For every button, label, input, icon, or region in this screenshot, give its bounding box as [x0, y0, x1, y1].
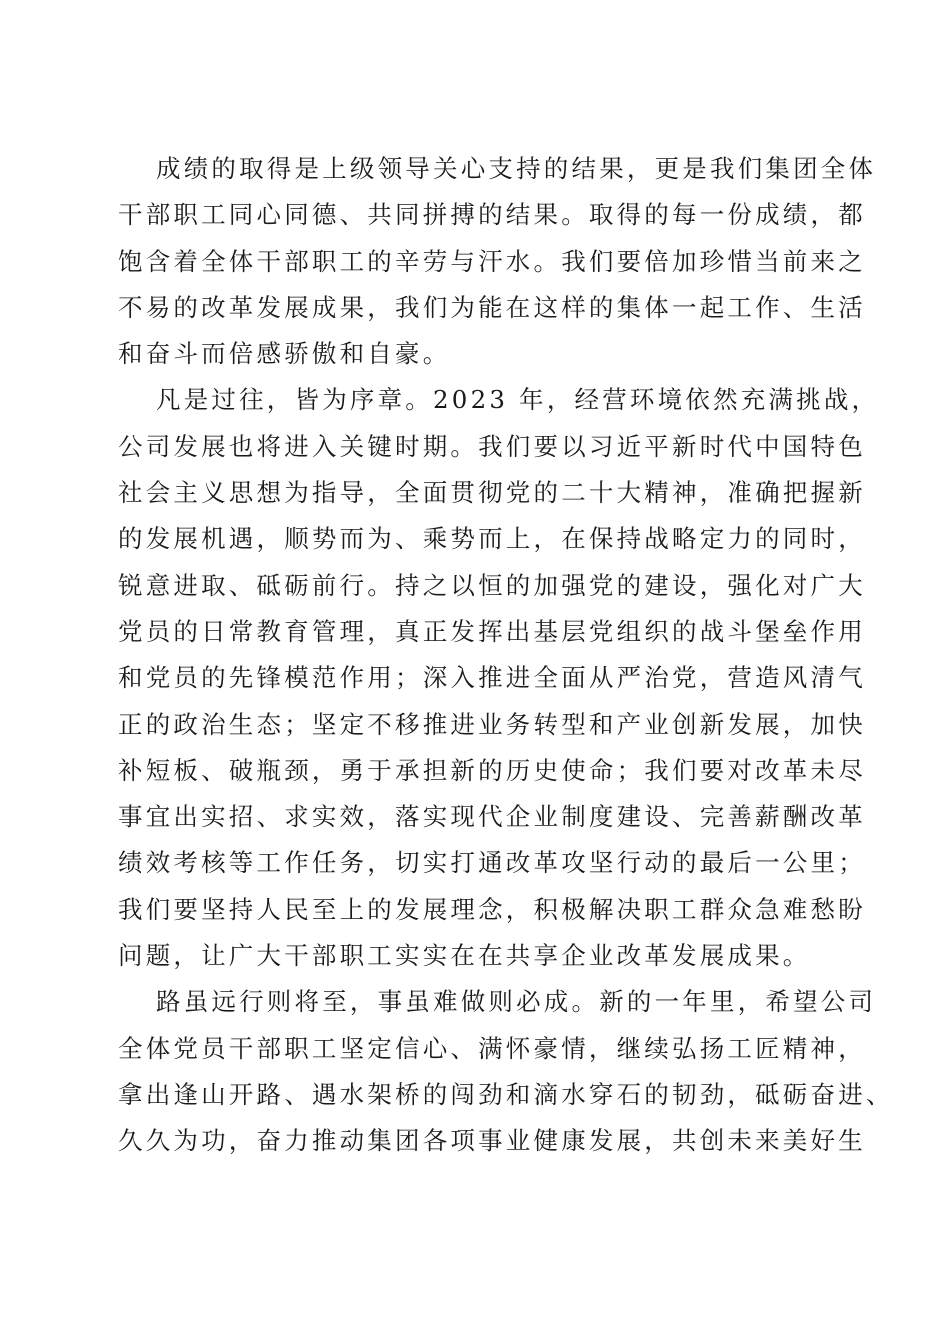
paragraph-2023-outlook [118, 377, 880, 979]
text-line: 和党员的先锋模范作用；深入推进全面从严治党，营造风清气 [118, 663, 866, 693]
text-line: 补短板、破瓶颈，勇于承担新的历史使命；我们要对改革未尽 [118, 755, 866, 785]
text-line: 饱含着全体干部职工的辛劳与汗水。我们要倍加珍惜当前来之 [118, 246, 866, 276]
text-line: 成绩的取得是上级领导关心支持的结果，更是我们集团全体 [156, 154, 877, 183]
text-line: 事宜出实招、求实效，落实现代企业制度建设、完善薪酬改革 [118, 802, 866, 832]
text-line: 社会主义思想为指导，全面贯彻党的二十大精神，准确把握新 [118, 478, 866, 508]
text-line: 久久为功，奋力推动集团各项事业健康发展，共创未来美好生 [118, 1126, 866, 1156]
text-line: 和奋斗而倍感骄傲和自豪。 [118, 339, 451, 369]
text-line: 锐意进取、砥砺前行。持之以恒的加强党的建设，强化对广大 [118, 570, 866, 600]
text-line: 拿出逢山开路、遇水架桥的闯劲和滴水穿石的韧劲，砥砺奋进、 [118, 1079, 894, 1109]
paragraph-achievements [118, 146, 877, 377]
document-body [118, 146, 894, 1165]
text-line: 问题，让广大干部职工实实在在共享企业改革发展成果。 [118, 941, 811, 971]
text-line: 干部职工同心同德、共同拼搏的结果。取得的每一份成绩，都 [118, 200, 866, 230]
text-line: 党员的日常教育管理，真正发挥出基层党组织的战斗堡垒作用 [118, 616, 866, 646]
paragraph-new-year-wishes [118, 979, 894, 1164]
text-line: 公司发展也将进入关键时期。我们要以习近平新时代中国特色 [118, 431, 866, 461]
text-line: 我们要坚持人民至上的发展理念，积极解决职工群众急难愁盼 [118, 894, 866, 924]
text-line: 路虽远行则将至，事虽难做则必成。新的一年里，希望公司 [156, 987, 877, 1017]
text-line: 的发展机遇，顺势而为、乘势而上，在保持战略定力的同时， [118, 524, 866, 554]
text-line: 正的政治生态；坚定不移推进业务转型和产业创新发展，加快 [118, 709, 866, 739]
text-line: 不易的改革发展成果，我们为能在这样的集体一起工作、生活 [118, 292, 866, 322]
text-line: 绩效考核等工作任务，切实打通改革攻坚行动的最后一公里； [118, 848, 866, 878]
text-line: 全体党员干部职工坚定信心、满怀豪情，继续弘扬工匠精神， [118, 1033, 866, 1063]
text-line: 凡是过往，皆为序章。2023 年，经营环境依然充满挑战， [156, 385, 880, 415]
